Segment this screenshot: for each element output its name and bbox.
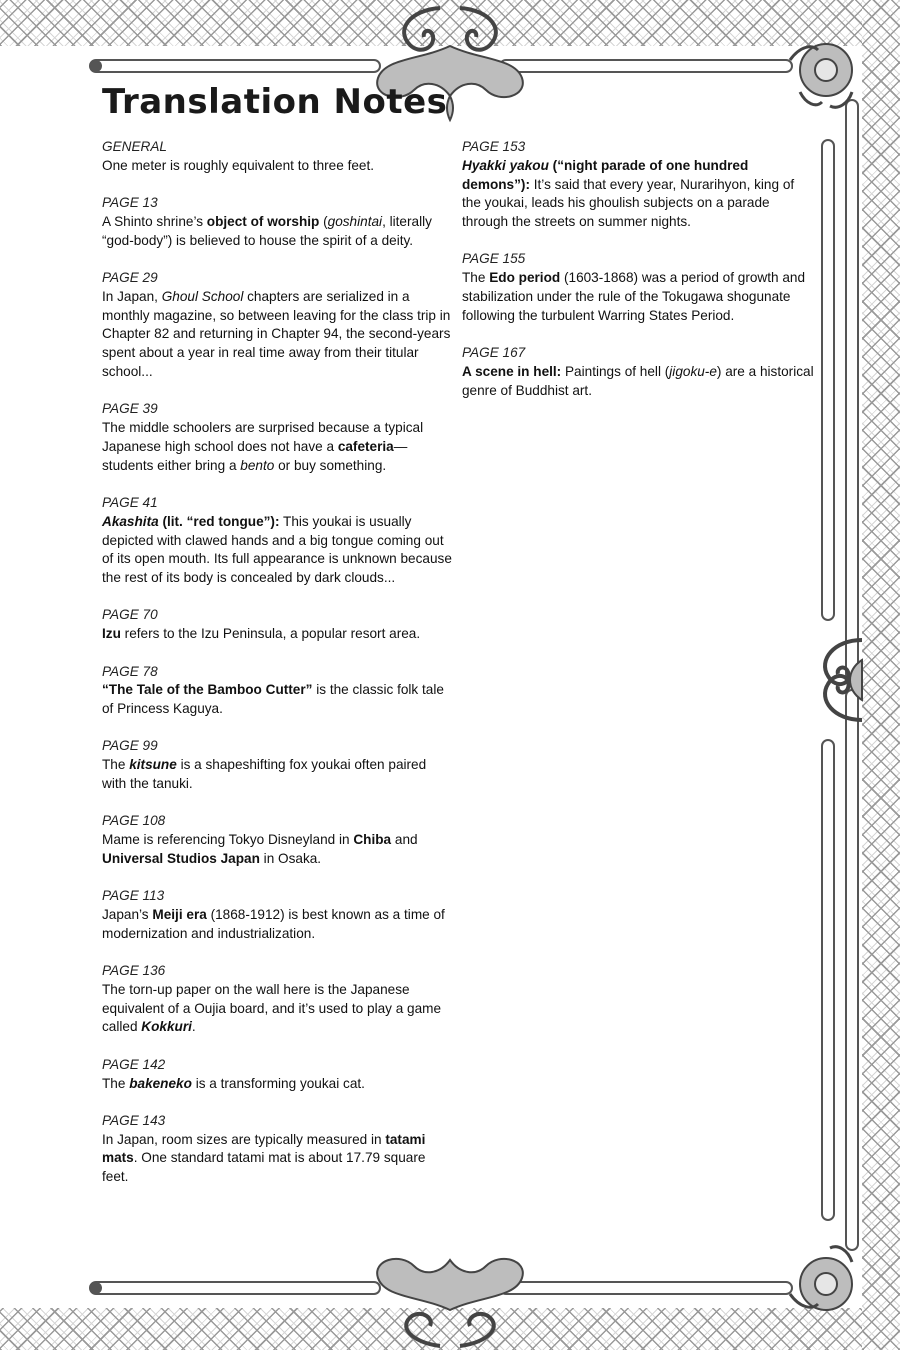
note-text-segment: The torn-up paper on the wall here is the Japanese equivalent of a Oujia board, and it’s used to play a game called — [102, 981, 442, 1035]
note-text-segment: The middle schoolers are surprised because a typical Japanese high school does not have a — [102, 420, 424, 454]
note-text-segment: . One standard tatami mat is about 17.79 square feet. — [102, 1150, 426, 1185]
note-page-heading: PAGE 142 — [102, 1056, 166, 1072]
note-page-heading: PAGE 113 — [102, 888, 165, 904]
translation-note — [102, 812, 452, 868]
note-body — [102, 513, 452, 588]
note-text-segment: bakeneko — [129, 1075, 192, 1091]
note-text-segment: Kokkuri — [141, 1019, 192, 1035]
note-text-segment: kitsune — [129, 757, 177, 773]
translation-note — [102, 494, 452, 588]
note-text-segment: (lit. “red tongue”): — [158, 513, 280, 529]
note-text-segment: —students either bring a — [102, 438, 408, 473]
note-page-heading: PAGE 70 — [102, 607, 158, 623]
note-text-segment: In Japan, — [102, 288, 162, 304]
note-body — [462, 269, 814, 325]
note-page-heading: PAGE 143 — [102, 1112, 166, 1128]
note-text-segment: is a shapeshifting fox youkai often paired with the tanuki. — [102, 757, 427, 792]
note-page-heading: PAGE 108 — [102, 813, 166, 829]
note-text-segment: tatami mats — [102, 1131, 426, 1166]
note-text-segment: Chiba — [353, 832, 392, 848]
note-text-segment: . — [191, 1019, 196, 1035]
note-text-segment: Hyakki yakou — [462, 157, 549, 173]
page-title: Translation Notes — [102, 82, 448, 122]
note-body — [462, 157, 814, 232]
note-text-segment: A scene in hell: — [462, 363, 562, 379]
note-body — [102, 288, 452, 382]
note-body — [102, 981, 452, 1037]
translation-note — [462, 250, 814, 325]
translation-note — [102, 962, 452, 1037]
note-body — [102, 419, 452, 475]
note-body — [462, 363, 814, 401]
note-text-segment: Izu — [102, 626, 121, 642]
note-page-heading: PAGE 153 — [462, 139, 526, 154]
translation-note — [462, 344, 814, 400]
note-text-segment: jigoku-e — [669, 363, 717, 379]
note-body — [102, 213, 452, 251]
note-text-segment: , literally “god-body”) is believed to house the spirit of a deity. — [102, 213, 432, 248]
note-text-segment: is the classic folk tale of Princess Kaguya. — [102, 682, 444, 717]
translation-note — [102, 1056, 452, 1094]
note-text-segment: ) are a historical genre of Buddhist art. — [462, 363, 814, 398]
note-text-segment: A Shinto shrine’s — [102, 213, 207, 229]
note-text-segment: Japan’s — [102, 907, 153, 922]
note-page-heading: GENERAL — [102, 139, 167, 154]
translation-note — [102, 138, 452, 176]
note-text-segment: and — [391, 832, 418, 848]
note-page-heading: PAGE 78 — [102, 663, 158, 679]
note-body — [102, 756, 452, 794]
note-page-heading: PAGE 99 — [102, 738, 158, 754]
note-page-heading: PAGE 29 — [102, 269, 158, 285]
note-text-segment: Meiji era — [152, 907, 207, 922]
note-text-segment: refers to the Izu Peninsula, a popular resort area. — [120, 626, 421, 642]
note-text-segment: “The Tale of the Bamboo Cutter” — [102, 682, 313, 698]
note-text-segment: in Osaka. — [259, 850, 322, 866]
note-body — [102, 1075, 452, 1094]
note-text-segment: Edo period — [489, 270, 561, 286]
note-text-segment: (1868-1912) is best known as a time of modernization and industrialization. — [102, 907, 445, 941]
note-text-segment: or buy something. — [274, 457, 387, 473]
note-text-segment: (1603-1868) was a period of growth and stabilization under the rule of the Tokugawa shogunate following the turbulent Warring States Period. — [462, 270, 806, 323]
note-body — [102, 681, 452, 719]
note-page-heading: PAGE 167 — [462, 345, 526, 361]
note-text-segment: goshintai — [327, 213, 383, 229]
note-page-heading: PAGE 13 — [102, 195, 158, 211]
note-text-segment: Mame is referencing Tokyo Disneyland in — [102, 832, 354, 848]
note-text-segment: One meter is roughly equivalent to three feet. — [102, 157, 375, 173]
note-text-segment: (“night parade of one hundred demons”): — [462, 157, 749, 192]
note-text-segment: The — [462, 270, 490, 286]
note-text-segment: This youkai is usually depicted with clawed hands and a big tongue coming out of its open mouth. Its full appearance is unknown because the rest of its body is concealed by dark clouds... — [102, 513, 452, 586]
note-text-segment: The — [102, 757, 130, 773]
note-text-segment: Akashita — [102, 513, 159, 529]
notes-column-left — [102, 138, 452, 1206]
note-body — [102, 1131, 452, 1187]
note-body — [102, 906, 452, 944]
note-text-segment: Universal Studios Japan — [102, 850, 260, 866]
notes-column-right — [462, 138, 814, 419]
note-text-segment: is a transforming youkai cat. — [191, 1075, 365, 1091]
note-text-segment: ( — [319, 213, 328, 229]
translation-note — [102, 606, 452, 644]
note-text-segment: Paintings of hell ( — [561, 363, 670, 379]
note-text-segment: The — [102, 1075, 130, 1091]
translation-note — [102, 1112, 452, 1187]
note-body — [102, 157, 452, 176]
note-page-heading: PAGE 136 — [102, 963, 166, 979]
note-text-segment: chapters are serialized in a monthly magazine, so between leaving for the class trip in Chapter 82 and returning in Chapter 94, the second-years spent about a year in real time away from their titular school... — [102, 288, 451, 379]
note-text-segment: bento — [240, 457, 275, 473]
note-text-segment: cafeteria — [337, 438, 394, 454]
note-text-segment: object of worship — [206, 213, 320, 229]
note-body — [102, 831, 452, 869]
note-text-segment: In Japan, room sizes are typically measured in — [102, 1131, 386, 1147]
translation-note — [102, 887, 452, 943]
note-text-segment: It’s said that every year, Nurarihyon, king of the youkai, leads his ghoulish subjects on a parade through the streets on summer nights. — [462, 176, 795, 230]
translation-note — [462, 138, 814, 232]
note-text-segment: Ghoul School — [161, 288, 244, 304]
translation-note — [102, 400, 452, 475]
translation-note — [102, 269, 452, 382]
translation-note — [102, 663, 452, 719]
translation-note — [102, 194, 452, 250]
note-page-heading: PAGE 41 — [102, 494, 158, 510]
note-body — [102, 625, 452, 644]
note-page-heading: PAGE 39 — [102, 401, 158, 417]
note-page-heading: PAGE 155 — [462, 251, 526, 267]
translation-note — [102, 737, 452, 793]
